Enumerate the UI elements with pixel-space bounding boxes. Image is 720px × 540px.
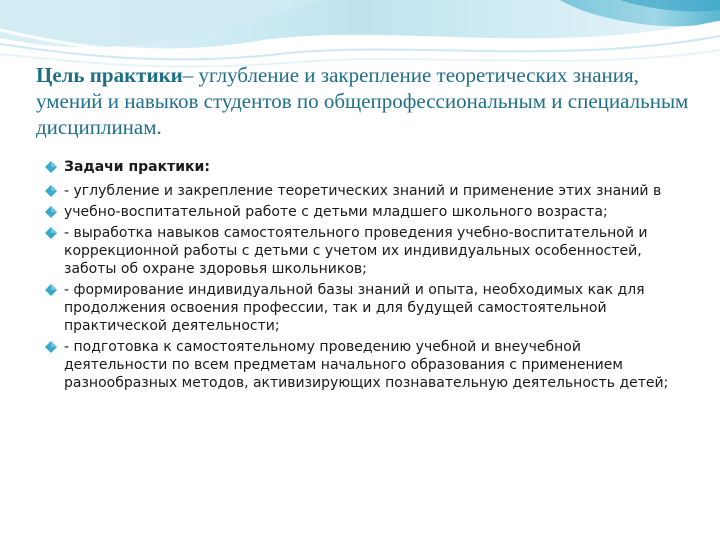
bullet-text: учебно-воспитательной работе с детьми младшего школьного возраста;: [64, 204, 608, 220]
bullet-icon: [44, 283, 58, 297]
bullet-item: [44, 182, 684, 200]
bullet-text: - выработка навыков самостоятельного проведения учебно-воспитательной и коррекционной работы с детьми с учетом их индивидуальных особенностей, заботы об охране здоровья школьников;: [64, 225, 648, 277]
bullet-text: Задачи практики:: [64, 159, 210, 175]
bullet-icon: [44, 340, 58, 354]
bullet-list: [44, 158, 684, 395]
bullet-text: - углубление и закрепление теоретических знаний и применение этих знаний в: [64, 183, 662, 199]
bullet-text: - подготовка к самостоятельному проведению учебной и внеучебной деятельности по всем предметам начального образования с применением разнообразных методов, активизирующих познавательную деятельность детей;: [64, 339, 669, 391]
bullet-icon: [44, 184, 58, 198]
slide-title: [36, 62, 696, 140]
bullet-icon: [44, 205, 58, 219]
title-text: углубление и закрепление теоретических знания, умений и навыков студентов по общепрофессиональным и специальным дисциплинам.: [36, 63, 689, 139]
bullet-item: [44, 338, 684, 392]
bullet-text: - формирование индивидуальной базы знаний и опыта, необходимых как для продолжения освоения профессии, так и для будущей самостоятельной практической деятельности;: [64, 282, 645, 334]
bullet-icon: [44, 226, 58, 240]
bullet-icon: [44, 160, 58, 174]
bullet-item-heading: [44, 158, 684, 176]
bullet-item: [44, 281, 684, 335]
title-bold-part: Цель практики: [36, 63, 183, 87]
bullet-item: [44, 224, 684, 278]
title-dash: –: [182, 63, 194, 87]
bullet-item: [44, 203, 684, 221]
